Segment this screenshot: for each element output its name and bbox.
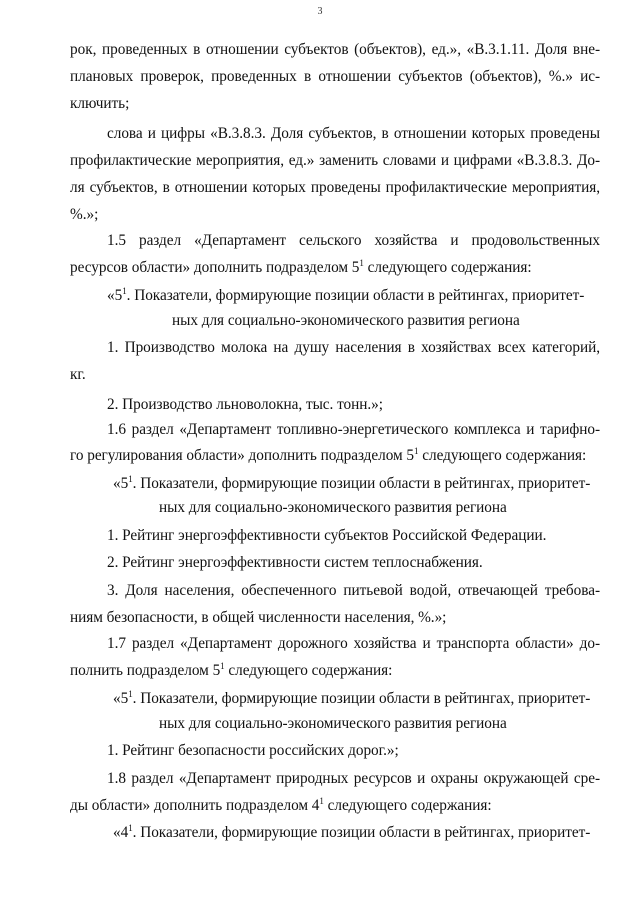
subsection-heading bbox=[113, 475, 590, 493]
text-fragment: . Показатели, формирующие позиции области в рейтингах, приоритет- bbox=[132, 475, 591, 492]
text-fragment: следующего содержания: bbox=[228, 662, 393, 679]
text-line bbox=[70, 447, 586, 465]
text-line: 1. Производство молока на душу населения в хозяйствах всех категорий, bbox=[107, 339, 600, 356]
text-line: рок, проведенных в отношении субъектов (объектов), ед.», «В.3.1.11. Доля вне- bbox=[70, 41, 600, 58]
text-fragment: . Показатели, формирующие позиции области в рейтингах, приоритет- bbox=[132, 824, 591, 841]
text-line bbox=[70, 259, 532, 277]
text-fragment: ресурсов области» дополнить подразделом 5 bbox=[70, 259, 360, 276]
superscript: 1 bbox=[128, 474, 133, 484]
text-line: 1.6 раздел «Департамент топливно-энергетического комплекса и тарифно- bbox=[107, 421, 600, 438]
subsection-heading bbox=[113, 824, 590, 842]
text-line: слова и цифры «В.3.8.3. Доля субъектов, в отношении которых проведены bbox=[107, 125, 600, 142]
page-number: 3 bbox=[317, 6, 323, 17]
text-fragment: . Показатели, формирующие позиции области в рейтингах, приоритет- bbox=[132, 690, 591, 707]
subsection-heading: ных для социально-экономического развития региона bbox=[172, 312, 520, 329]
text-line: 1.5 раздел «Департамент сельского хозяйства и продовольственных bbox=[107, 232, 600, 249]
superscript: 1 bbox=[122, 286, 127, 296]
text-line: ключить; bbox=[70, 95, 130, 112]
text-fragment: «5 bbox=[107, 287, 123, 304]
text-fragment: «5 bbox=[113, 690, 129, 707]
text-fragment: следующего содержания: bbox=[422, 447, 587, 464]
text-line: 1.8 раздел «Департамент природных ресурсов и охраны окружающей сре- bbox=[107, 770, 600, 787]
text-line: ниям безопасности, в общей численности населения, %.»; bbox=[70, 609, 447, 626]
text-fragment: го регулирования области» дополнить подразделом 5 bbox=[70, 447, 415, 464]
text-line bbox=[70, 797, 492, 815]
superscript: 1 bbox=[414, 446, 419, 456]
text-line: ля субъектов, в отношении которых проведены профилактические мероприятия, bbox=[70, 179, 600, 196]
superscript: 1 bbox=[319, 796, 324, 806]
subsection-heading bbox=[113, 690, 590, 708]
text-line: %.»; bbox=[70, 206, 99, 223]
subsection-heading: ных для социально-экономического развития региона bbox=[159, 715, 507, 732]
subsection-heading: ных для социально-экономического развития региона bbox=[159, 499, 507, 516]
text-line: 1. Рейтинг безопасности российских дорог.»; bbox=[107, 742, 399, 759]
text-line bbox=[70, 662, 392, 680]
superscript: 1 bbox=[128, 689, 133, 699]
superscript: 1 bbox=[220, 661, 225, 671]
subsection-heading bbox=[107, 287, 584, 305]
text-fragment: полнить подразделом 5 bbox=[70, 662, 221, 679]
text-fragment: «5 bbox=[113, 475, 129, 492]
text-line: 3. Доля населения, обеспеченного питьевой водой, отвечающей требова- bbox=[107, 582, 600, 599]
text-fragment: «4 bbox=[113, 824, 129, 841]
text-line: профилактические мероприятия, ед.» заменить словами и цифрами «В.3.8.3. До- bbox=[70, 152, 600, 169]
text-line: кг. bbox=[70, 366, 86, 383]
text-fragment: ды области» дополнить подразделом 4 bbox=[70, 797, 320, 814]
text-fragment: следующего содержания: bbox=[327, 797, 492, 814]
text-line: 1. Рейтинг энергоэффективности субъектов Российской Федерации. bbox=[107, 527, 547, 544]
text-fragment: . Показатели, формирующие позиции области в рейтингах, приоритет- bbox=[126, 287, 585, 304]
text-line: плановых проверок, проведенных в отношении субъектов (объектов), %.» ис- bbox=[70, 68, 600, 85]
text-line: 2. Рейтинг энергоэффективности систем теплоснабжения. bbox=[107, 554, 483, 571]
text-line: 2. Производство льноволокна, тыс. тонн.»; bbox=[107, 396, 383, 413]
text-fragment: следующего содержания: bbox=[367, 259, 532, 276]
text-line: 1.7 раздел «Департамент дорожного хозяйства и транспорта области» до- bbox=[107, 635, 600, 652]
superscript: 1 bbox=[359, 258, 364, 268]
superscript: 1 bbox=[128, 823, 133, 833]
